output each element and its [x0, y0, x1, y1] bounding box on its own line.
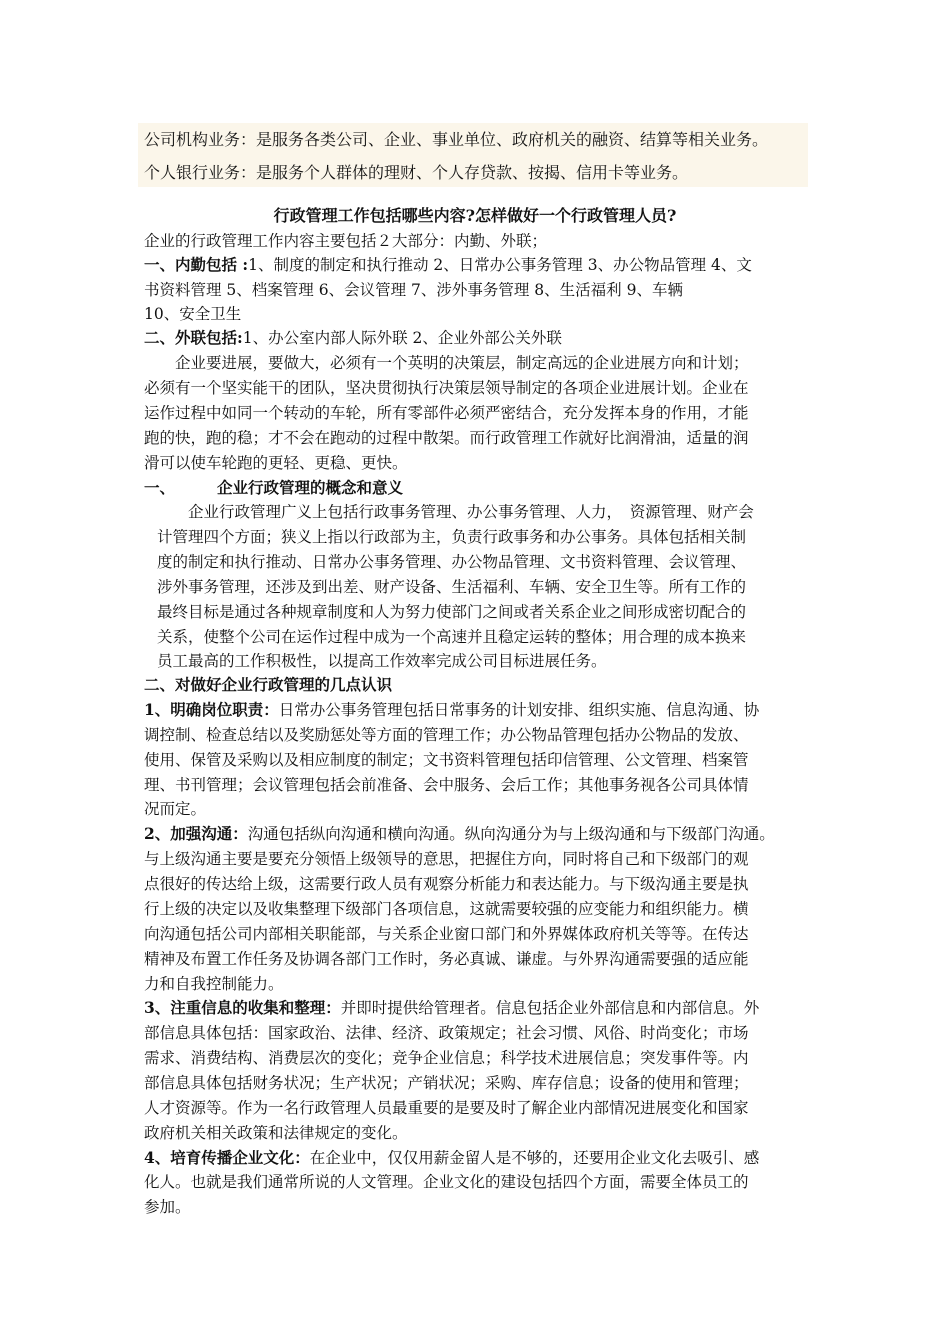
item2-line: 向沟通包括公司内部相关职能部，与关系企业窗口部门和外界媒体政府机关等等。在传达 — [144, 925, 749, 943]
personal-banking-line: 个人银行业务：是服务个人群体的理财、个人存贷款、按揭、信用卡等业务。 — [144, 163, 689, 182]
item2-line: 行上级的决定以及收集整理下级部门各项信息，这就需要较强的应变能力和组织能力。横 — [144, 900, 749, 918]
item1-line: 使用、保管及采购以及相应制度的制定；文书资料管理包括印信管理、公文管理、档案管 — [144, 751, 749, 769]
neiqin-line-2: 书资料管理 5、档案管理 6、会议管理 7、涉外事务管理 8、生活福利 9、车辆 — [144, 281, 683, 299]
item2-first: 沟通包括纵向沟通和横向沟通。纵向沟通分为与上级沟通和与下级部门沟通。 — [247, 825, 775, 843]
section1-line: 关系，使整个公司在运作过程中成为一个高速并且稳定运转的整体；用合理的成本换来 — [157, 628, 747, 646]
item3-first: 并即时提供给管理者。信息包括企业外部信息和内部信息。外 — [340, 999, 760, 1017]
item3-line: 政府机关相关政策和法律规定的变化。 — [144, 1124, 408, 1142]
wailian-line — [144, 326, 562, 350]
para1-line: 必须有一个坚实能干的团队，坚决贯彻执行决策层领导制定的各项企业进展计划。企业在 — [144, 379, 749, 397]
item2-first-line — [144, 822, 775, 846]
section1-title: 企业行政管理的概念和意义 — [217, 478, 404, 497]
wailian-text: 1、办公室内部人际外联 2、企业外部公关外联 — [242, 329, 562, 347]
item1-label: 1、明确岗位职责： — [144, 700, 279, 719]
corporate-business-line: 公司机构业务：是服务各类公司、企业、事业单位、政府机关的融资、结算等相关业务。 — [144, 130, 769, 149]
item2-line: 力和自我控制能力。 — [144, 975, 284, 993]
document-title: 行政管理工作包括哪些内容?怎样做好一个行政管理人员? — [273, 206, 677, 225]
neiqin-line-3: 10、安全卫生 — [144, 305, 242, 323]
item3-line: 部信息具体包括财务状况；生产状况；产销状况；采购、库存信息；设备的使用和管理； — [144, 1074, 749, 1092]
item3-line: 需求、消费结构、消费层次的变化；竞争企业信息；科学技术进展信息；突发事件等。内 — [144, 1049, 749, 1067]
para1-line: 企业要进展，要做大，必须有一个英明的决策层，制定高远的企业进展方向和计划； — [144, 354, 749, 372]
item1-first-line — [144, 698, 759, 722]
item2-line: 点很好的传达给上级，这需要行政人员有观察分析能力和表达能力。与下级沟通主要是执 — [144, 875, 749, 893]
item3-first-line — [144, 996, 759, 1020]
para1-line: 运作过程中如同一个转动的车轮，所有零部件必须严密结合，充分发挥本身的作用，才能 — [144, 404, 749, 422]
neiqin-line-1 — [144, 253, 752, 277]
para1-line: 跑的快，跑的稳；才不会在跑动的过程中散架。而行政管理工作就好比润滑油，适量的润 — [144, 429, 749, 447]
item2-line: 与上级沟通主要是要充分领悟上级领导的意思，把握住方向，同时将自己和下级部门的观 — [144, 850, 749, 868]
section1-line: 最终目标是通过各种规章制度和人为努力使部门之间或者关系企业之间形成密切配合的 — [157, 603, 747, 621]
section2-heading: 二、对做好企业行政管理的几点认识 — [144, 675, 393, 694]
item3-label: 3、注重信息的收集和整理： — [144, 998, 341, 1017]
item2-line: 精神及布置工作任务及协调各部门工作时，务必真诚、谦虚。与外界沟通需要强的适应能 — [144, 950, 749, 968]
item4-label: 4、培育传播企业文化： — [144, 1148, 310, 1167]
section1-line: 涉外事务管理，还涉及到出差、财产设备、生活福利、车辆、安全卫生等。所有工作的 — [157, 578, 747, 596]
item4-first: 在企业中，仅仅用薪金留人是不够的，还要用企业文化去吸引、感 — [309, 1149, 760, 1167]
section1-line: 度的制定和执行推动、日常办公事务管理、办公物品管理、文书资料管理、会议管理、 — [157, 553, 747, 571]
section1-heading — [144, 476, 403, 500]
item1-line: 况而定。 — [144, 800, 207, 818]
section1-line: 员工最高的工作积极性，以提高工作效率完成公司目标进展任务。 — [157, 652, 607, 670]
item3-line: 部信息具体包括：国家政治、法律、经济、政策规定；社会习惯、风俗、时尚变化；市场 — [144, 1024, 749, 1042]
item2-label: 2、加强沟通： — [144, 824, 248, 843]
para1-line: 滑可以使车轮跑的更轻、更稳、更快。 — [144, 454, 408, 472]
section1-line: 企业行政管理广义上包括行政事务管理、办公事务管理、人力， 资源管理、财产会 — [157, 503, 754, 521]
wailian-label: 二、外联包括: — [144, 328, 243, 347]
neiqin-label: 一、内勤包括 : — [144, 255, 249, 274]
item1-line: 调控制、检查总结以及奖励惩处等方面的管理工作；办公物品管理包括办公物品的发放、 — [144, 726, 749, 744]
item1-line: 理、书刊管理；会议管理包括会前准备、会中服务、会后工作；其他事务视各公司具体情 — [144, 776, 749, 794]
item4-line: 参加。 — [144, 1198, 191, 1216]
neiqin-text-1: 1、制度的制定和执行推动 2、日常办公事务管理 3、办公物品管理 4、文 — [248, 256, 752, 274]
item4-first-line — [144, 1146, 759, 1170]
intro-line: 企业的行政管理工作内容主要包括２大部分：内勤、外联； — [144, 232, 548, 250]
section1-line: 计管理四个方面；狭义上指以行政部为主，负责行政事务和办公事务。具体包括相关制 — [157, 528, 747, 546]
item3-line: 人才资源等。作为一名行政管理人员最重要的是要及时了解企业内部情况进展变化和国家 — [144, 1099, 749, 1117]
item4-line: 化人。也就是我们通常所说的人文管理。企业文化的建设包括四个方面，需要全体员工的 — [144, 1173, 749, 1191]
section1-num: 一、 — [144, 478, 176, 497]
item1-first: 日常办公事务管理包括日常事务的计划安排、组织实施、信息沟通、协 — [278, 701, 760, 719]
